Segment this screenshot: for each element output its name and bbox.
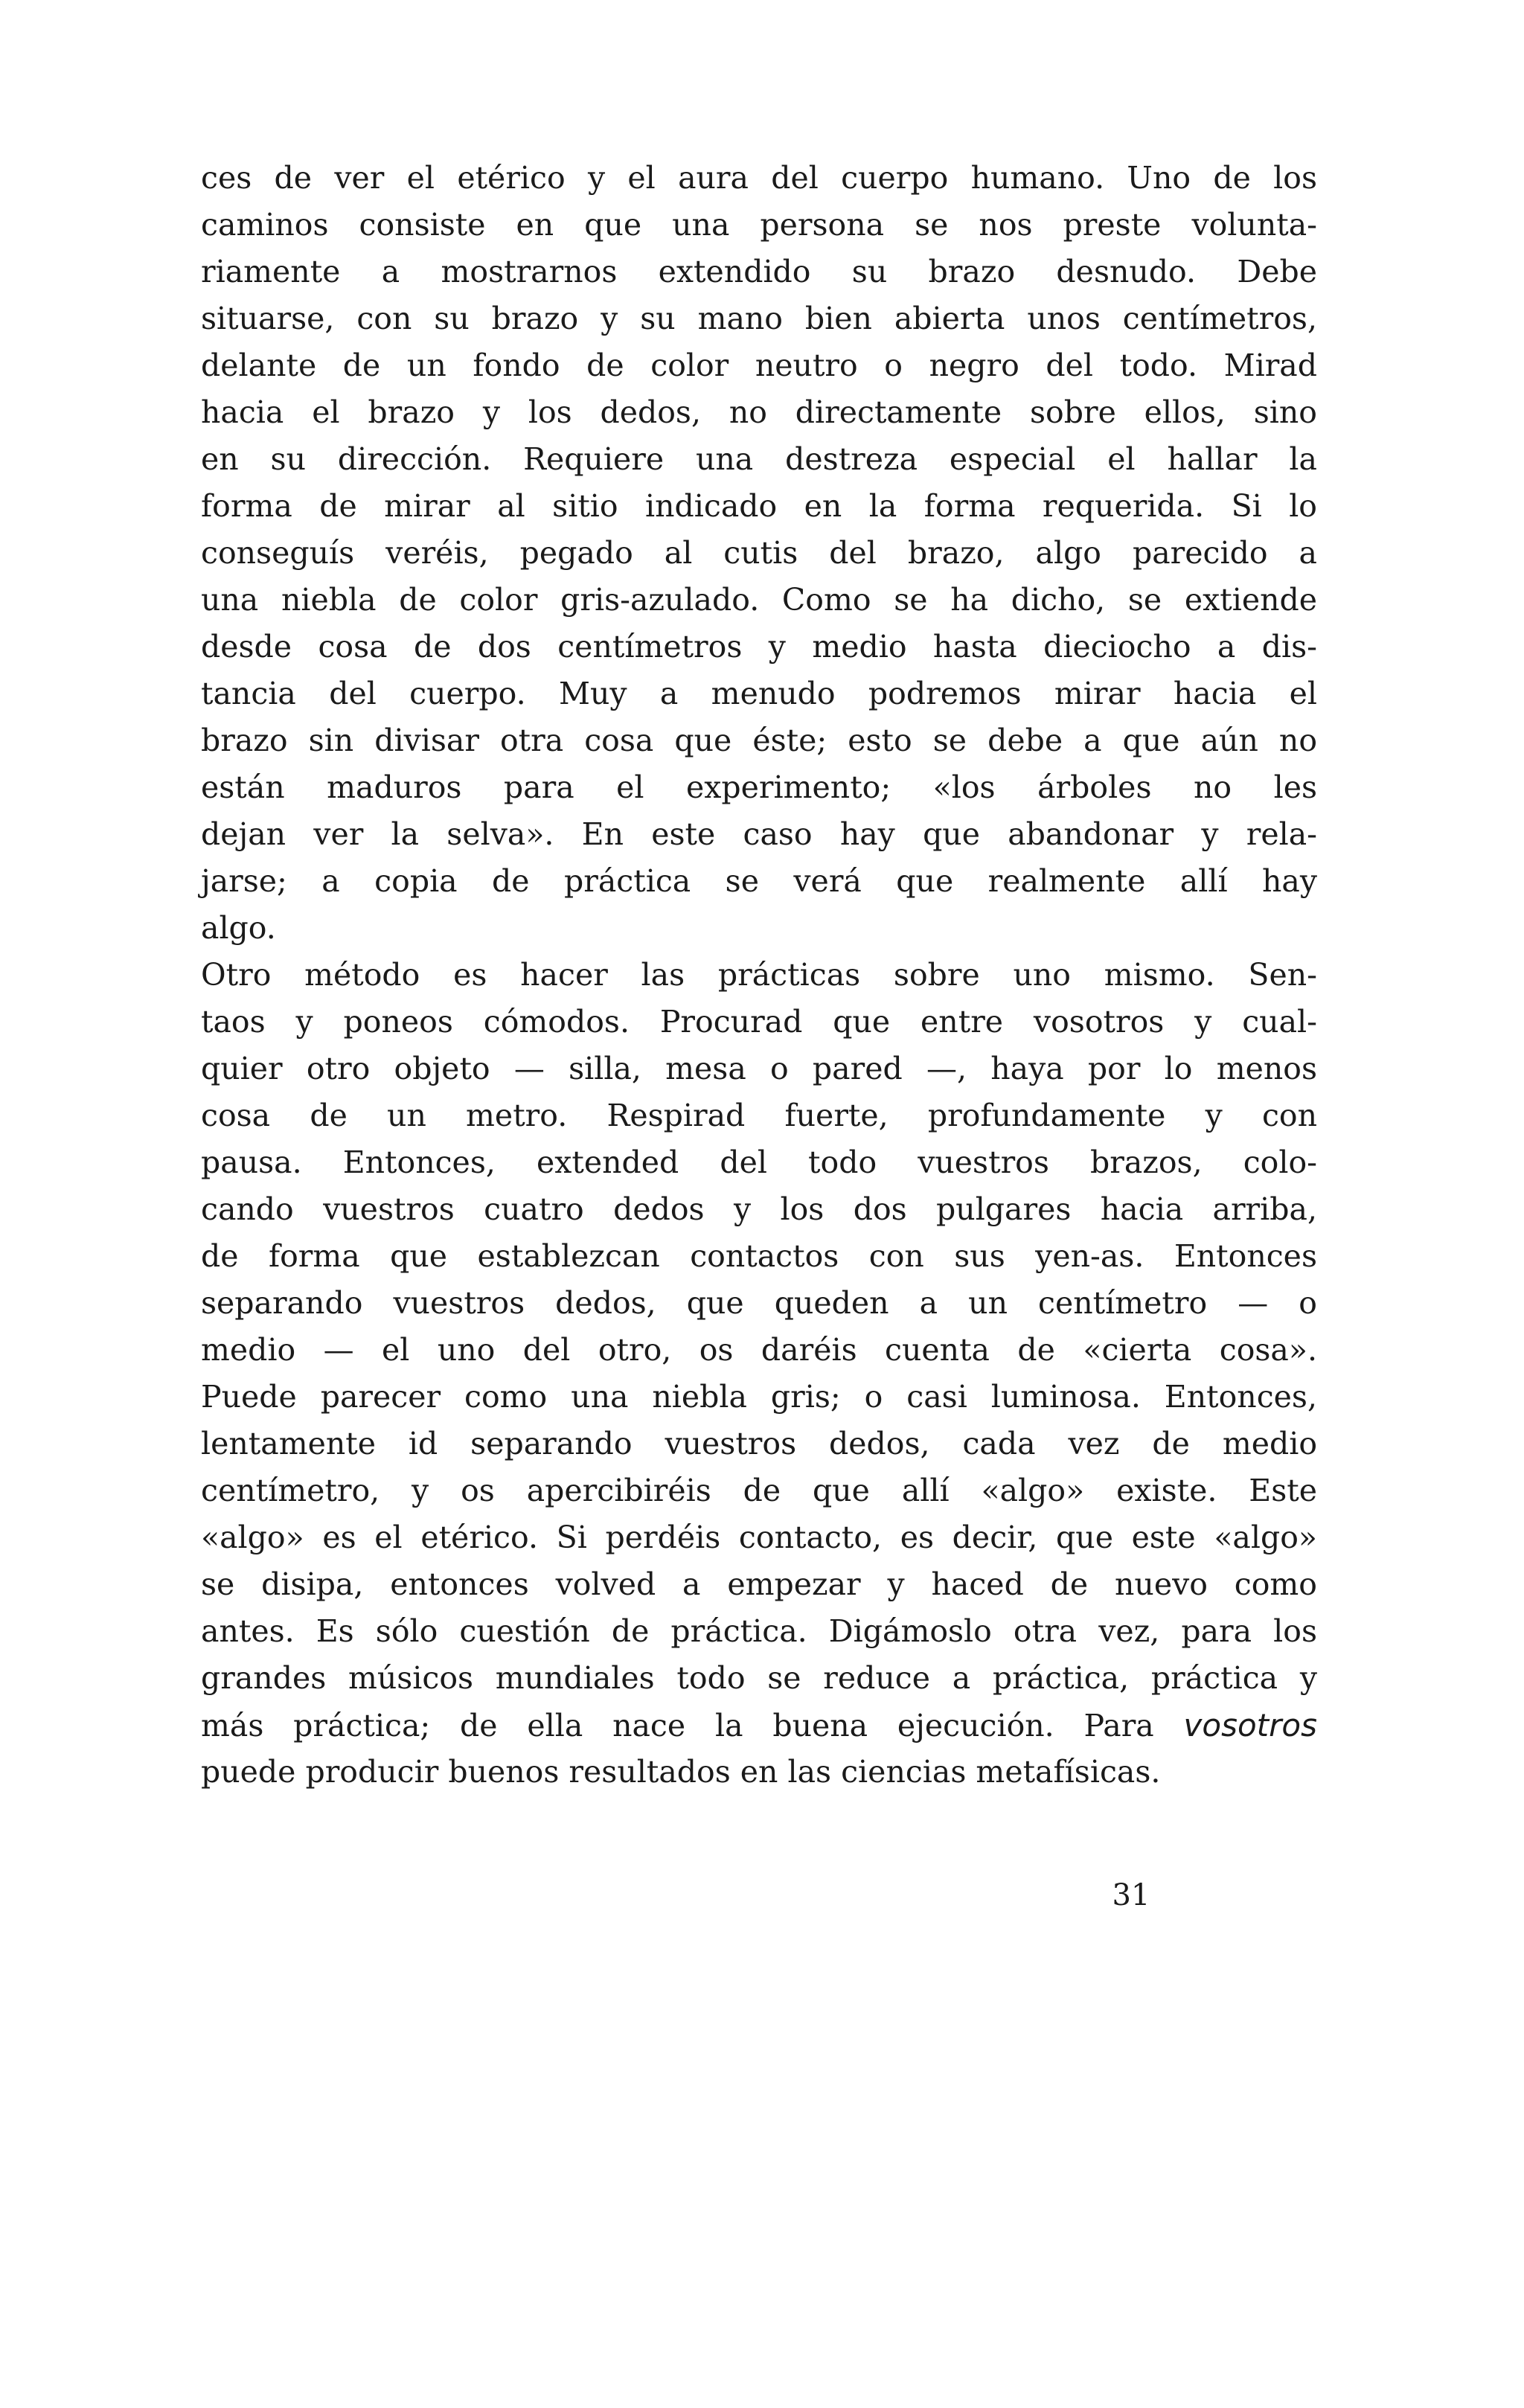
text-line: dejan ver la selva». En este caso hay que abandonar y rela-	[201, 816, 1317, 852]
body-text	[201, 155, 1317, 1796]
text-line: se disipa, entonces volved a empezar y haced de nuevo como	[201, 1566, 1317, 1602]
page-number: 31	[1112, 1878, 1150, 1912]
text-line: ces de ver el etérico y el aura del cuerpo humano. Uno de los	[201, 160, 1317, 196]
text-line: cando vuestros cuatro dedos y los dos pulgares hacia arriba,	[201, 1191, 1317, 1227]
text-line: cosa de un metro. Respirad fuerte, profundamente y con	[201, 1098, 1317, 1133]
text-line: pausa. Entonces, extended del todo vuestros brazos, colo-	[201, 1144, 1317, 1180]
text-line: taos y poneos cómodos. Procurad que entre vosotros y cual-	[201, 1004, 1317, 1040]
text-line: lentamente id separando vuestros dedos, cada vez de medio	[201, 1426, 1317, 1461]
text-line: algo.	[201, 910, 276, 946]
text-line: jarse; a copia de práctica se verá que realmente allí hay	[201, 863, 1317, 899]
text-line: riamente a mostrarnos extendido su brazo desnudo. Debe	[201, 254, 1317, 289]
text-line: brazo sin divisar otra cosa que éste; esto se debe a que aún no	[201, 723, 1317, 758]
text-line: hacia el brazo y los dedos, no directamente sobre ellos, sino	[201, 394, 1317, 430]
paragraph-1	[201, 155, 1317, 952]
text-line: de forma que establezcan contactos con sus yen-as. Entonces	[201, 1238, 1317, 1274]
text-line: conseguís veréis, pegado al cutis del brazo, algo parecido a	[201, 535, 1317, 571]
italic-word: vosotros	[1183, 1707, 1317, 1743]
text-line: medio — el uno del otro, os daréis cuenta de «cierta cosa».	[201, 1332, 1317, 1368]
paragraph-2	[201, 952, 1317, 1796]
text-line: «algo» es el etérico. Si perdéis contacto, es decir, que este «algo»	[201, 1520, 1317, 1555]
text-line: delante de un fondo de color neutro o negro del todo. Mirad	[201, 348, 1317, 383]
text-line: Puede parecer como una niebla gris; o casi luminosa. Entonces,	[201, 1379, 1317, 1415]
text-line: forma de mirar al sitio indicado en la forma requerida. Si lo	[201, 488, 1317, 524]
text-line: puede producir buenos resultados en las ciencias metafísicas.	[201, 1754, 1161, 1790]
text-line: en su dirección. Requiere una destreza especial el hallar la	[201, 441, 1317, 477]
text-line: caminos consiste en que una persona se nos preste volunta-	[201, 207, 1317, 243]
text-line: antes. Es sólo cuestión de práctica. Digámoslo otra vez, para los	[201, 1613, 1317, 1649]
text-segment: más práctica; de ella nace la buena ejecución. Para	[201, 1708, 1184, 1743]
text-line: grandes músicos mundiales todo se reduce a práctica, práctica y	[201, 1660, 1317, 1696]
text-line: tancia del cuerpo. Muy a menudo podremos mirar hacia el	[201, 676, 1317, 711]
text-line: desde cosa de dos centímetros y medio hasta dieciocho a dis-	[201, 629, 1317, 665]
text-line: una niebla de color gris-azulado. Como se ha dicho, se extiende	[201, 582, 1317, 618]
text-line: separando vuestros dedos, que queden a un centímetro — o	[201, 1285, 1317, 1321]
text-line: situarse, con su brazo y su mano bien abierta unos centímetros,	[201, 301, 1317, 336]
text-line: Otro método es hacer las prácticas sobre uno mismo. Sen-	[201, 957, 1317, 993]
text-line: centímetro, y os apercibiréis de que allí «algo» existe. Este	[201, 1473, 1317, 1508]
text-line: quier otro objeto — silla, mesa o pared —, haya por lo menos	[201, 1051, 1317, 1086]
text-line-with-italic	[201, 1702, 1317, 1749]
text-line: están maduros para el experimento; «los árboles no les	[201, 769, 1317, 805]
